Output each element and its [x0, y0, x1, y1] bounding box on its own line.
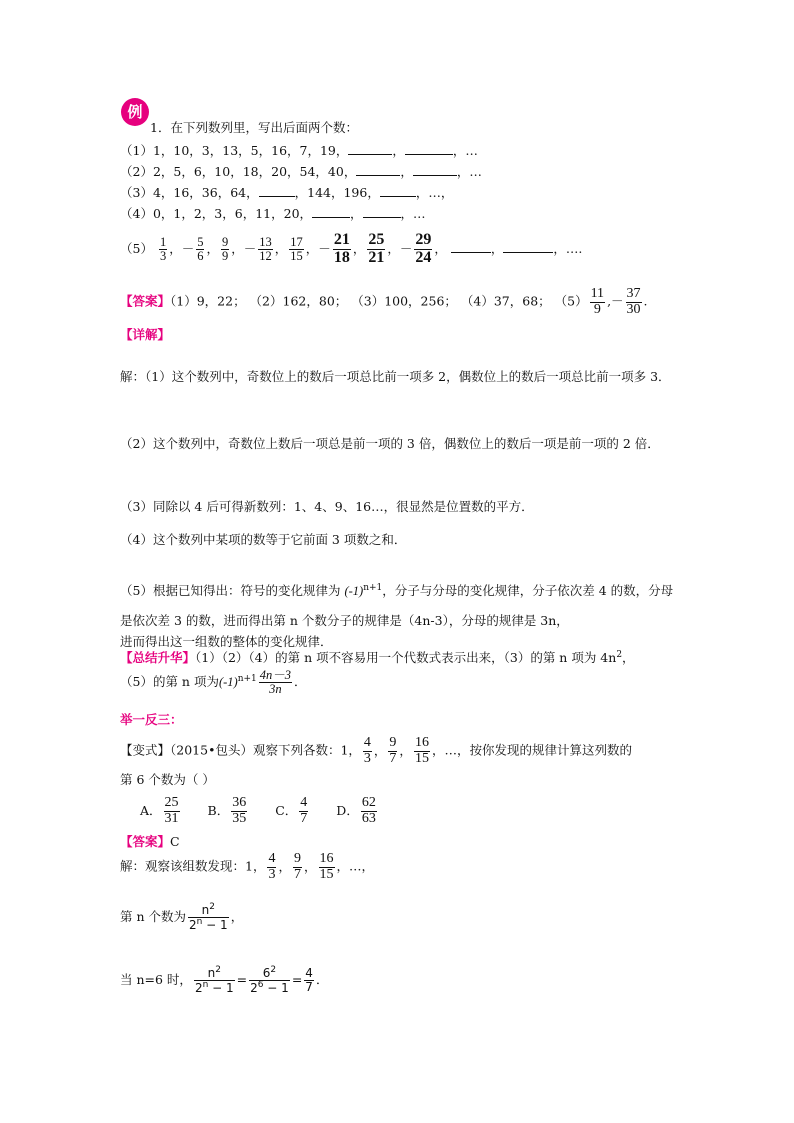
- summary-text-2: （5）的第 n 项为: [120, 674, 219, 690]
- denominator: [194, 980, 235, 995]
- numerator: 16: [319, 851, 334, 866]
- practice-question-end: 第 6 个数为（ ）: [120, 772, 215, 787]
- den-tail: − 1: [263, 981, 289, 995]
- detail-tag: 【详解】: [120, 327, 171, 342]
- fraction: [289, 236, 304, 263]
- answer2-value: C: [170, 834, 180, 849]
- row5-end: ，….: [553, 240, 583, 256]
- numerator: 21: [333, 231, 350, 248]
- option-2: [275, 795, 310, 826]
- row4-end: ，…: [400, 206, 426, 221]
- den-base: 2: [194, 981, 203, 995]
- equals: =: [291, 972, 303, 987]
- denominator: 7: [300, 810, 308, 826]
- denominator: 35: [232, 810, 247, 826]
- row3-end: ，…，: [415, 185, 454, 200]
- comma: ，: [387, 240, 400, 256]
- den-tail: − 1: [202, 918, 228, 932]
- answer-fraction-1: [590, 287, 605, 317]
- denominator: 6: [197, 248, 204, 263]
- denominator: 63: [361, 810, 376, 826]
- row2-text: （2）2，5，6，10，18，20，54，40，: [120, 164, 357, 179]
- num-sup: 2: [270, 965, 277, 976]
- row1-end: ，…: [452, 143, 478, 158]
- comma: ，: [490, 240, 504, 256]
- numerator: 37: [626, 286, 641, 301]
- answer-blank: [503, 240, 553, 253]
- general-end: ，: [230, 909, 244, 924]
- numerator: 4: [268, 851, 276, 866]
- numerator: [188, 903, 229, 917]
- p5-text-b: ，分子与分母的变化规律，分子依次差 4 的数，分母是依次差 3 的数，进而得出第 n 个数分子的规律是（4n-3），分母的规律是 3n，: [120, 583, 674, 629]
- den-base: 2: [189, 918, 197, 932]
- practice-question: [120, 736, 632, 766]
- denominator: 3: [268, 866, 276, 882]
- numerator: 16: [414, 735, 429, 750]
- comma: ，: [352, 240, 366, 256]
- row5-label: （5）: [120, 240, 153, 256]
- answer-blank: [348, 142, 392, 155]
- summary-tag: 【总结升华】: [120, 650, 196, 665]
- comma: ，: [278, 858, 291, 874]
- practice-text-b: ，…，按你发现的规律计算这列数的: [431, 742, 632, 758]
- question-text: 1．在下列数列里，写出后面两个数：: [150, 120, 358, 135]
- denominator: 7: [293, 866, 301, 882]
- denominator: 9: [590, 302, 605, 318]
- numerator: 62: [361, 795, 376, 810]
- practice-fraction-list: [361, 735, 432, 766]
- den-sup: n: [202, 980, 209, 990]
- answer-blank: [312, 205, 350, 218]
- answer-blank: [363, 205, 401, 218]
- answer-fraction-2: [626, 287, 642, 317]
- p5-expr: (-1): [344, 584, 364, 599]
- den-sup: 6: [257, 980, 264, 990]
- comma: ，: [303, 858, 317, 874]
- solution-evaluation: [120, 965, 328, 995]
- comma: ，: [169, 240, 182, 256]
- fraction: [221, 236, 229, 263]
- answer-blank: [405, 142, 453, 155]
- variant-tag: 【变式】: [120, 742, 171, 758]
- numerator: [249, 966, 290, 980]
- numerator: 4: [300, 795, 308, 810]
- minus-sign: －: [181, 240, 195, 256]
- solution-intro-end: ，…，: [336, 858, 375, 874]
- fraction: [196, 236, 204, 263]
- eval-fraction-3: [304, 967, 314, 993]
- comma: ，: [231, 240, 244, 256]
- numerator: 5: [197, 234, 204, 249]
- comma: ，: [392, 143, 405, 158]
- detail-paragraph-5-end: 进而得出这一组数的整体的变化规律．: [120, 634, 333, 649]
- row5-fraction-list: [157, 231, 447, 266]
- sequence-row-2: [120, 163, 482, 180]
- comma: ，: [206, 240, 219, 256]
- numerator: [194, 966, 235, 980]
- numerator: 9: [221, 234, 229, 249]
- denominator: 31: [164, 810, 179, 826]
- numerator: 1: [159, 234, 167, 249]
- option-label: B．: [207, 802, 230, 818]
- question-line: [150, 120, 358, 136]
- answer2-tag: 【答案】: [120, 834, 171, 849]
- answer-blank: [451, 240, 491, 253]
- equals: =: [236, 972, 248, 987]
- answer-blank: [356, 163, 400, 176]
- options-row: [140, 796, 405, 826]
- numerator: 17: [290, 234, 303, 249]
- denominator: 21: [368, 248, 385, 266]
- answer-end: .: [643, 293, 648, 309]
- fraction: [164, 796, 180, 826]
- general-label: 第 n 个数为: [120, 909, 186, 924]
- summary-line-1: [120, 648, 680, 666]
- denominator: 7: [305, 980, 313, 994]
- fraction: [363, 736, 372, 766]
- sequence-row-4: [120, 205, 426, 222]
- fraction: [159, 236, 167, 263]
- eval-fraction-2: [249, 966, 290, 994]
- answer-blank: [380, 184, 416, 197]
- practice-text-a: （2015•包头）观察下列各数：1，: [170, 742, 361, 758]
- fraction: [414, 232, 432, 267]
- denominator: 15: [290, 248, 303, 263]
- num-base: 6: [262, 966, 271, 981]
- summary-text-1: （1）（2）（4）的第 n 项不容易用一个代数式表示出来，（3）的第 n 项为 4n: [195, 650, 617, 665]
- denominator: 3n: [259, 682, 292, 696]
- eval-fraction-1: [194, 966, 235, 994]
- sequence-row-3: [120, 184, 453, 201]
- summary-text-1-end: ，: [622, 650, 635, 665]
- numerator: 4: [363, 735, 371, 750]
- den-base: 2: [250, 981, 258, 995]
- solution-fraction-list: [265, 851, 336, 882]
- answer-sep: ,－: [607, 293, 624, 309]
- option-1: [207, 795, 250, 826]
- numerator: 29: [415, 231, 432, 248]
- detail-paragraph-4: （4）这个数列中某项的数等于它前面 3 项数之和．: [120, 532, 407, 547]
- denominator: 30: [626, 301, 641, 317]
- example-badge: 例: [121, 98, 149, 126]
- general-fraction: [188, 903, 229, 931]
- option-3: [336, 795, 379, 826]
- fraction: [231, 796, 247, 826]
- summary-line-2: [120, 666, 307, 696]
- comma: ，: [274, 240, 288, 256]
- row4-text: （4）0，1，2，3，6，11，20，: [120, 206, 313, 221]
- numerator: 4n－3: [259, 668, 292, 683]
- when-label: 当 n=6 时，: [120, 972, 192, 987]
- answer-blank: [259, 184, 295, 197]
- detail-paragraph-5: [120, 573, 680, 636]
- minus-sign: －: [318, 240, 331, 256]
- solution-general-term: [120, 902, 243, 932]
- fraction: [319, 852, 335, 882]
- numerator: 9: [293, 851, 301, 866]
- answer-line: [120, 287, 648, 317]
- summary-sup: 2: [616, 649, 623, 660]
- fraction: [267, 852, 276, 882]
- numerator: 25: [164, 795, 179, 810]
- summary-end: ．: [294, 674, 307, 690]
- num-base: n: [201, 903, 210, 918]
- fraction: [333, 232, 351, 267]
- denominator: 3: [159, 248, 167, 263]
- comma: ，: [399, 742, 412, 758]
- practice-heading: 举一反三：: [120, 712, 183, 727]
- detail-paragraph-2: （2）这个数列中，奇数位上数后一项总是前一项的 3 倍，偶数位上的数后一项是前一项的 2 倍．: [120, 436, 660, 451]
- comma: ，: [434, 240, 447, 256]
- p5-text-a: （5）根据已知得出：符号的变化规律为: [120, 583, 341, 599]
- detail-paragraph-1: 解：（1）这个数列中，奇数位上的数后一项总比前一项多 2，偶数位上的数后一项总比前一项多 3．: [120, 369, 671, 384]
- denominator: [188, 917, 229, 932]
- sequence-row-5: [120, 232, 582, 267]
- detail-paragraph-3: （3）同除以 4 后可得新数列：1、4、9、16…，很显然是位置数的平方．: [120, 499, 534, 514]
- summary-expr: (-1): [218, 675, 238, 690]
- minus-sign: －: [399, 240, 413, 256]
- summary-expr-sup: n+1: [237, 674, 257, 684]
- eval-end: ．: [315, 972, 329, 987]
- solution-intro-text: 解：观察该组数发现：1，: [120, 858, 266, 874]
- denominator: 7: [389, 750, 397, 766]
- fraction: [299, 796, 308, 826]
- fraction: [388, 736, 397, 766]
- numerator: 9: [389, 735, 397, 750]
- solution-intro: [120, 852, 374, 882]
- fraction: [367, 232, 385, 267]
- row1-text: （1）1，10，3，13，5，16，7，19，: [120, 143, 349, 158]
- numerator: 11: [590, 286, 605, 301]
- num-sup: 2: [209, 902, 216, 913]
- answer-tag: 【答案】: [120, 293, 171, 309]
- fraction: [293, 852, 302, 882]
- num-base: n: [207, 966, 216, 981]
- den-tail: − 1: [208, 981, 234, 995]
- summary-fraction: [259, 669, 292, 696]
- denominator: 12: [259, 248, 272, 263]
- fraction: [258, 236, 273, 263]
- fraction: [361, 796, 377, 826]
- row3-mid: ，144，196，: [294, 185, 380, 200]
- option-0: [140, 795, 182, 826]
- denominator: [249, 980, 290, 995]
- denominator: 24: [415, 248, 432, 266]
- row2-end: ，…: [456, 164, 482, 179]
- answer-text: （1）9，22； （2）162，80； （3）100，256； （4）37，68； （5）: [170, 293, 588, 309]
- denominator: 15: [319, 866, 334, 882]
- sequence-row-1: [120, 142, 478, 159]
- fraction: [414, 736, 430, 766]
- minus-sign: －: [243, 240, 257, 256]
- option-label: D．: [336, 802, 359, 818]
- answer-blank: [413, 163, 457, 176]
- row3-text: （3）4，16，36，64，: [120, 185, 259, 200]
- p5-sup: n+1: [363, 583, 383, 593]
- numerator: 25: [368, 231, 385, 248]
- numerator: 13: [259, 234, 272, 249]
- option-label: A．: [140, 802, 162, 818]
- denominator: 18: [333, 248, 350, 266]
- numerator: 4: [305, 966, 313, 981]
- denominator: 9: [221, 248, 229, 263]
- option-label: C．: [275, 802, 298, 818]
- comma: ，: [350, 206, 363, 221]
- comma: ，: [305, 240, 319, 256]
- comma: ，: [373, 742, 387, 758]
- den-sup: n: [196, 917, 203, 927]
- numerator: 36: [232, 795, 247, 810]
- denominator: 15: [414, 750, 429, 766]
- num-sup: 2: [215, 965, 221, 976]
- denominator: 3: [363, 750, 371, 766]
- answer2-line: [120, 834, 180, 850]
- comma: ，: [400, 164, 413, 179]
